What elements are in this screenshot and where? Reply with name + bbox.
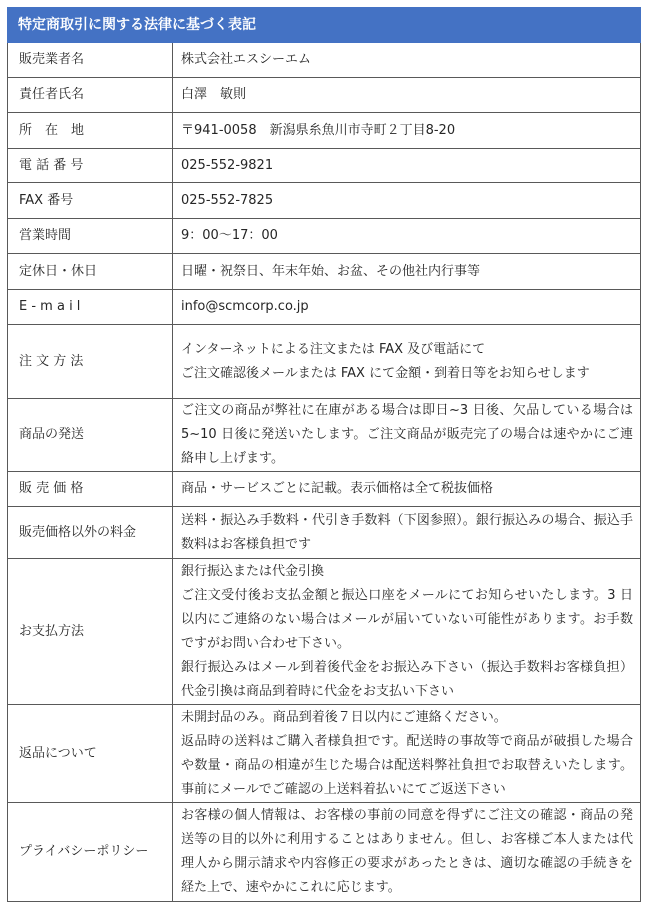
row-hours bbox=[8, 219, 641, 254]
value-line: 株式会社エスシーエム bbox=[181, 52, 312, 67]
row-value bbox=[173, 149, 641, 183]
value-line: info@scmcorp.co.jp bbox=[181, 299, 309, 314]
row-manager bbox=[8, 78, 641, 113]
row-value bbox=[173, 254, 641, 290]
row-order-method bbox=[8, 325, 641, 399]
row-value bbox=[173, 325, 641, 399]
value-line: 025-552-9821 bbox=[181, 157, 274, 173]
row-label: 販 売 価 格 bbox=[8, 472, 173, 507]
row-label: E - m a i l bbox=[8, 290, 173, 325]
value-line: 9：00〜17：00 bbox=[181, 228, 278, 243]
row-value bbox=[173, 472, 641, 507]
row-value bbox=[173, 290, 641, 325]
row-label: 電 話 番 号 bbox=[8, 149, 173, 183]
row-email bbox=[8, 290, 641, 325]
row-label: お支払方法 bbox=[8, 559, 173, 705]
value-line: 日曜・祝祭日、年末年始、お盆、その他社内行事等 bbox=[181, 263, 481, 279]
row-value bbox=[173, 559, 641, 705]
row-privacy bbox=[8, 803, 641, 902]
row-fax bbox=[8, 183, 641, 219]
value-line: 025-552-7825 bbox=[181, 192, 274, 208]
value-line: 返品時の送料はご購入者様負担です。配送時の事故等で商品が破損した場合や数量・商品の相違が生じた場合は配送料弊社負担でお取替えいたします。事前にメールでご確認の上送料着払いにてご返送下さい bbox=[181, 733, 633, 797]
row-value bbox=[173, 507, 641, 559]
row-label: 注 文 方 法 bbox=[8, 325, 173, 399]
row-label: 販売価格以外の料金 bbox=[8, 507, 173, 559]
row-address bbox=[8, 113, 641, 149]
row-returns bbox=[8, 705, 641, 803]
value-line: ご注文受付後お支払金額と振込口座をメールにてお知らせいたします。3 日以内にご連絡のない場合はメールが届いていない可能性があります。お手数ですがお問い合わせ下さい。 bbox=[181, 587, 633, 651]
row-value bbox=[173, 399, 641, 472]
row-label: 営業時間 bbox=[8, 219, 173, 254]
value-line: 白澤 敏則 bbox=[181, 87, 247, 102]
row-shipping bbox=[8, 399, 641, 472]
row-label: FAX 番号 bbox=[8, 183, 173, 219]
row-holidays bbox=[8, 254, 641, 290]
value-line: 〒941-0058 新潟県糸魚川市寺町２丁目8-20 bbox=[181, 122, 456, 138]
row-label: 商品の発送 bbox=[8, 399, 173, 472]
value-line: インターネットによる注文または FAX 及び電話にて bbox=[181, 341, 486, 357]
row-label: プライバシーポリシー bbox=[8, 803, 173, 902]
row-price bbox=[8, 472, 641, 507]
value-line: お客様の個人情報は、お客様の事前の同意を得ずにご注文の確認・商品の発送等の目的以外に利用することはありません。但し、お客様ご本人または代理人から開示請求や内容修正の要求があったときは、適切な確認の手続きを経た上で、速やかにこれに応じます。 bbox=[181, 808, 633, 895]
value-line: 銀行振込みはメール到着後代金をお振込み下さい（振込手数料お客様負担）代金引換は商品到着時に代金をお支払い下さい bbox=[181, 659, 633, 699]
table-header-row bbox=[8, 8, 641, 43]
row-value bbox=[173, 183, 641, 219]
value-line: ご注文確認後メールまたは FAX にて金額・到着日等をお知らせします bbox=[181, 365, 590, 381]
row-value bbox=[173, 113, 641, 149]
row-value bbox=[173, 219, 641, 254]
row-value bbox=[173, 705, 641, 803]
row-seller bbox=[8, 43, 641, 78]
table-title: 特定商取引に関する法律に基づく表記 bbox=[8, 8, 641, 43]
row-label: 責任者氏名 bbox=[8, 78, 173, 113]
value-line: 銀行振込または代金引換 bbox=[181, 563, 325, 579]
value-line: ご注文の商品が弊社に在庫がある場合は即日~3 日後、欠品している場合は 5~10 日後に発送いたします。ご注文商品が販売完了の場合は速やかにご連絡申し上げます。 bbox=[181, 403, 633, 466]
row-label: 販売業者名 bbox=[8, 43, 173, 78]
value-line: 送料・振込み手数料・代引き手数料（下図参照）。銀行振込みの場合、振込手数料はお客様負担です bbox=[181, 512, 633, 552]
row-label: 所 在 地 bbox=[8, 113, 173, 149]
row-value bbox=[173, 43, 641, 78]
row-value bbox=[173, 78, 641, 113]
legal-notice-table bbox=[7, 7, 641, 902]
row-label: 返品について bbox=[8, 705, 173, 803]
row-value bbox=[173, 803, 641, 902]
value-line: 未開封品のみ。商品到着後７日以内にご連絡ください。 bbox=[181, 709, 507, 725]
row-payment bbox=[8, 559, 641, 705]
row-other-fees bbox=[8, 507, 641, 559]
row-label: 定休日・休日 bbox=[8, 254, 173, 290]
row-phone bbox=[8, 149, 641, 183]
value-line: 商品・サービスごとに記載。表示価格は全て税抜価格 bbox=[181, 481, 494, 496]
